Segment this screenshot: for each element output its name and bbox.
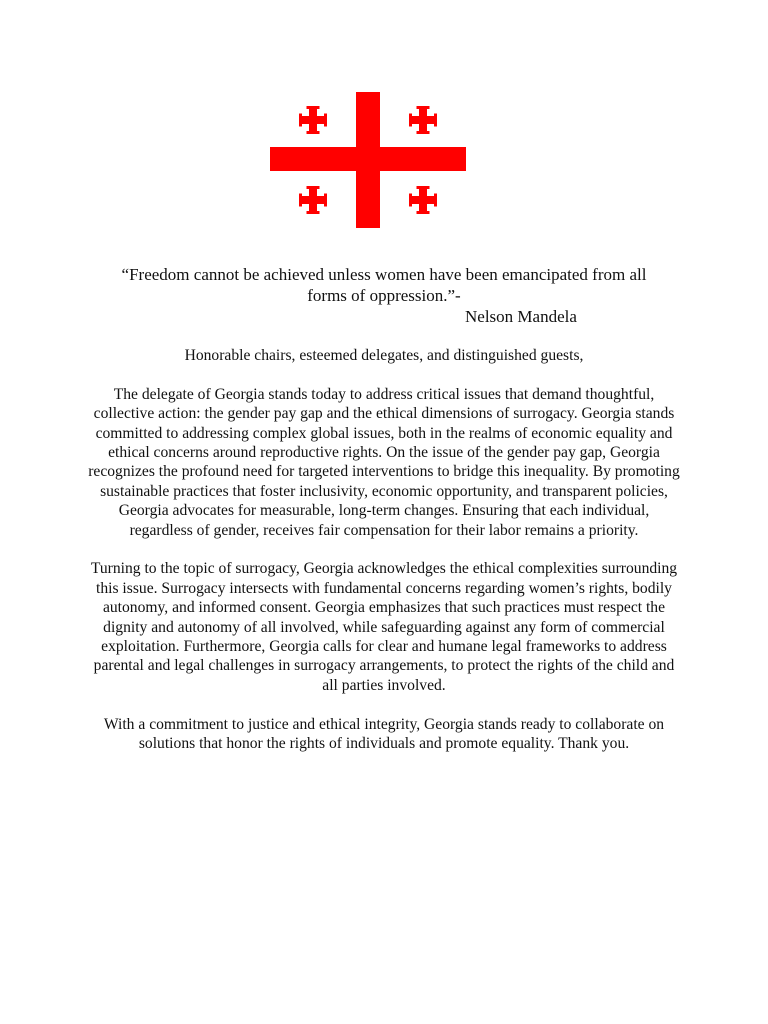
- quote-attribution: Nelson Mandela: [465, 307, 577, 326]
- quote-line-1: “Freedom cannot be achieved unless women have been emancipated from all: [121, 265, 647, 284]
- speech-greeting: Honorable chairs, esteemed delegates, and distinguished guests,: [184, 347, 584, 364]
- georgia-flag-icon: [270, 92, 466, 228]
- quote-line-2: forms of oppression.”-: [307, 286, 461, 305]
- speech-paragraph-surrogacy: Turning to the topic of surrogacy, Georgia acknowledges the ethical complexities surrounding this issue. Surrogacy intersects with fundamental concerns regarding women’s rights, bodily autonomy, and informed consent. Georgia emphasizes that such practices must respect the dignity and autonomy of all involved, while safeguarding against any form of commercial exploitation. Furthermore, Georgia calls for clear and humane legal frameworks to address parental and legal challenges in surrogacy arrangements, to protect the rights of the child and all parties involved.: [90, 560, 678, 694]
- speech-paragraph-closing: With a commitment to justice and ethical integrity, Georgia stands ready to collaborate on solutions that honor the rights of individuals and promote equality. Thank you.: [103, 715, 665, 753]
- speech-paragraph-gender-pay-gap: The delegate of Georgia stands today to address critical issues that demand thoughtful, collective action: the gender pay gap and the ethical dimensions of surrogacy. Georgia stands committed to addressing complex global issues, both in the realms of economic equality and ethical concerns around reproductive rights. On the issue of the gender pay gap, Georgia recognizes the profound need for targeted interventions to bridge this inequality. By promoting sustainable practices that foster inclusivity, economic opportunity, and transparent policies, Georgia advocates for measurable, long-term changes. Ensuring that each individual, regardless of gender, receives fair compensation for their labor remains a priority.: [88, 385, 680, 539]
- epigraph-quote: [90, 264, 678, 306]
- flag-cross-horizontal: [270, 147, 466, 171]
- speech-body: [88, 346, 680, 773]
